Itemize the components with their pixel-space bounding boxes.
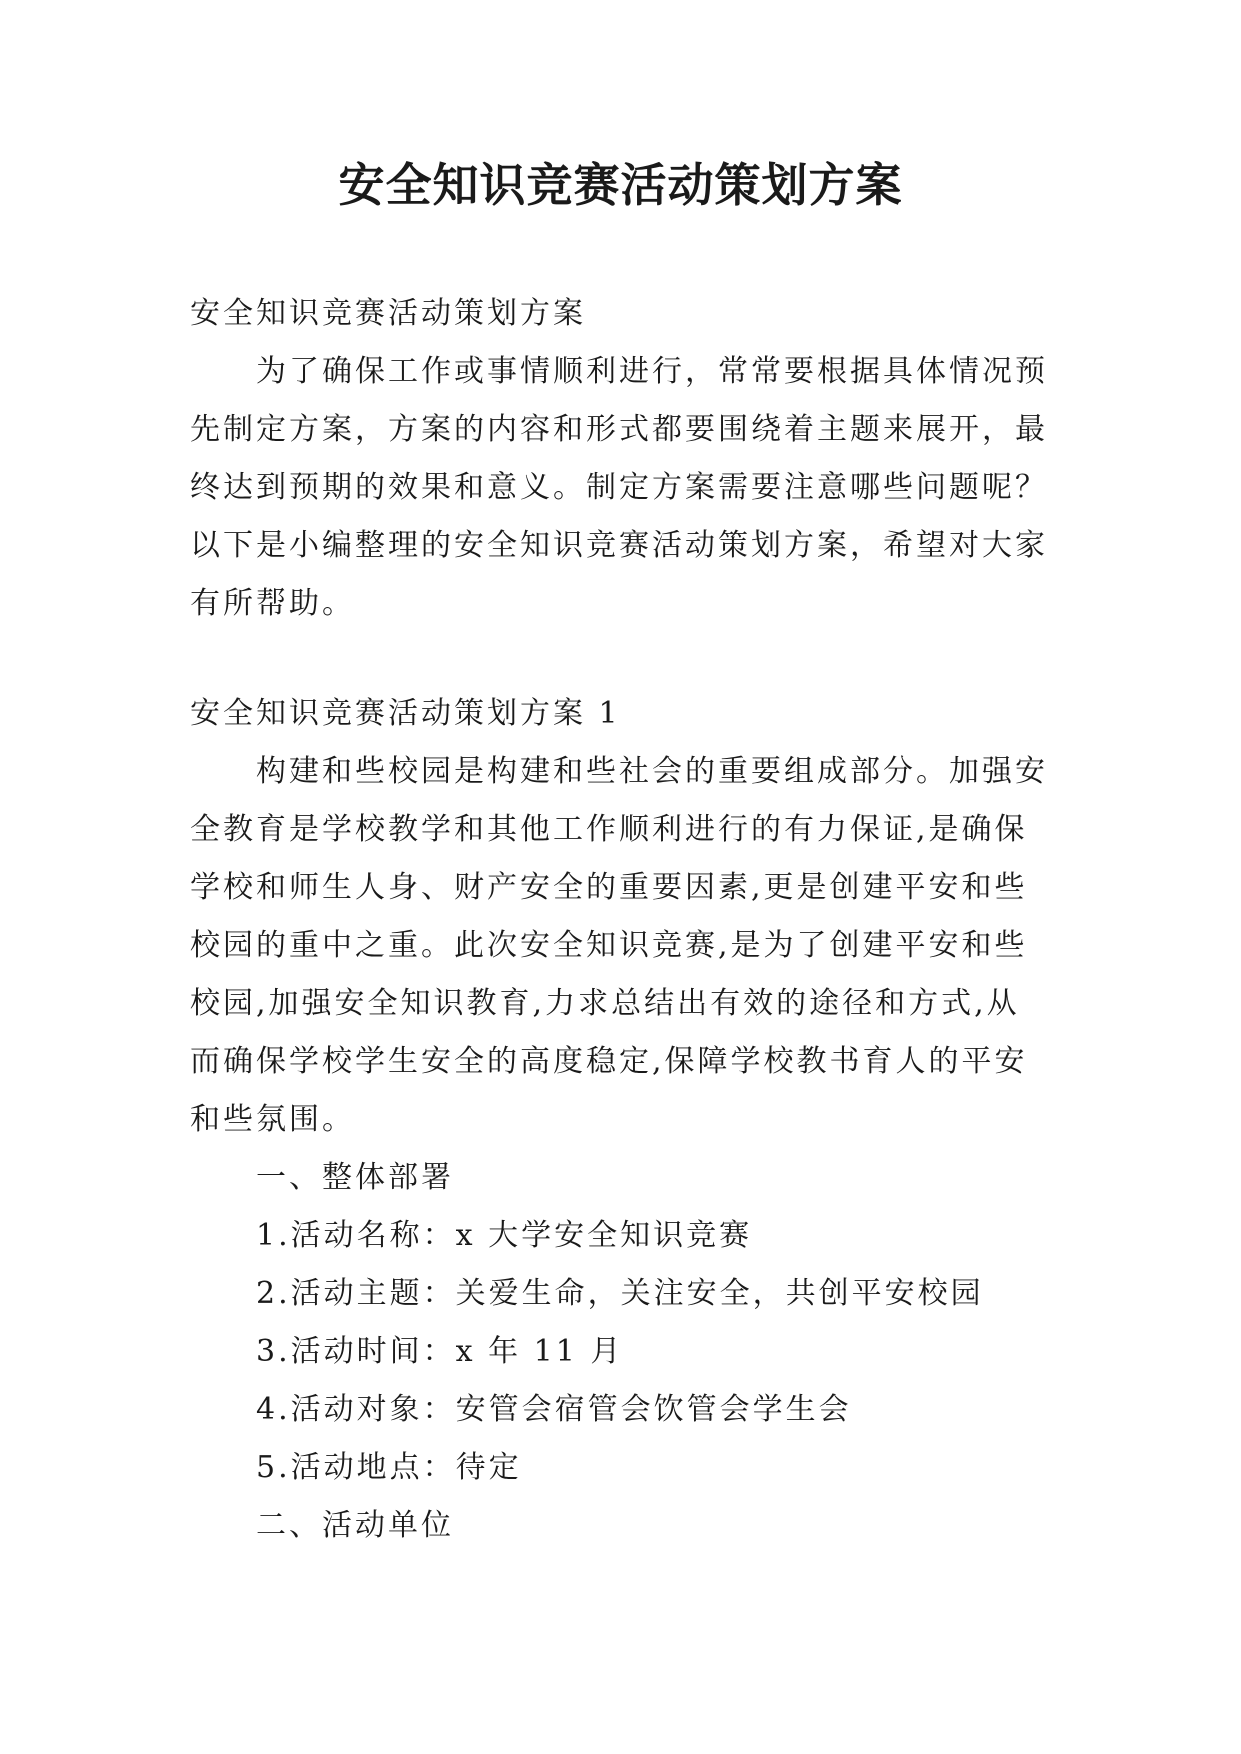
intro-paragraph-line: 终达到预期的效果和意义。制定方案需要注意哪些问题呢？: [190, 470, 1048, 505]
section-paragraph-line: 校园的重中之重。此次安全知识竞赛,是为了创建平安和些: [190, 928, 1028, 963]
intro-paragraph-line: 先制定方案，方案的内容和形式都要围绕着主题来展开，最: [190, 412, 1048, 447]
section-heading: 安全知识竞赛活动策划方案 1: [190, 696, 621, 731]
section-paragraph-line: 校园,加强安全知识教育,力求总结出有效的途径和方式,从: [190, 986, 1020, 1021]
list-item: 1.活动名称：x 大学安全知识竞赛: [256, 1218, 753, 1253]
intro-paragraph-line: 以下是小编整理的安全知识竞赛活动策划方案，希望对大家: [190, 528, 1048, 563]
part-heading: 一、整体部署: [256, 1160, 454, 1195]
section-paragraph-line: 全教育是学校教学和其他工作顺利进行的有力保证,是确保: [190, 812, 1028, 847]
section-spacer: [190, 633, 1060, 685]
intro-heading: 安全知识竞赛活动策划方案: [190, 296, 586, 331]
section-paragraph-line: 学校和师生人身、财产安全的重要因素,更是创建平安和些: [190, 870, 1028, 905]
list-item: 2.活动主题：关爱生命，关注安全，共创平安校园: [256, 1276, 984, 1311]
document-body: [190, 285, 1060, 1555]
section-paragraph-line: 构建和些校园是构建和些社会的重要组成部分。加强安: [256, 754, 1048, 789]
part-heading: 二、活动单位: [256, 1508, 454, 1543]
section-paragraph-line: 而确保学校学生安全的高度稳定,保障学校教书育人的平安: [190, 1044, 1028, 1079]
list-item: 5.活动地点：待定: [256, 1450, 522, 1485]
intro-paragraph-line: 为了确保工作或事情顺利进行，常常要根据具体情况预: [256, 354, 1048, 389]
section-paragraph-line: 和些氛围。: [190, 1102, 355, 1137]
intro-paragraph-line: 有所帮助。: [190, 586, 355, 621]
list-item: 3.活动时间：x 年 11 月: [256, 1334, 624, 1369]
list-item: 4.活动对象：安管会宿管会饮管会学生会: [256, 1392, 852, 1427]
document-title: 安全知识竞赛活动策划方案: [338, 158, 903, 212]
